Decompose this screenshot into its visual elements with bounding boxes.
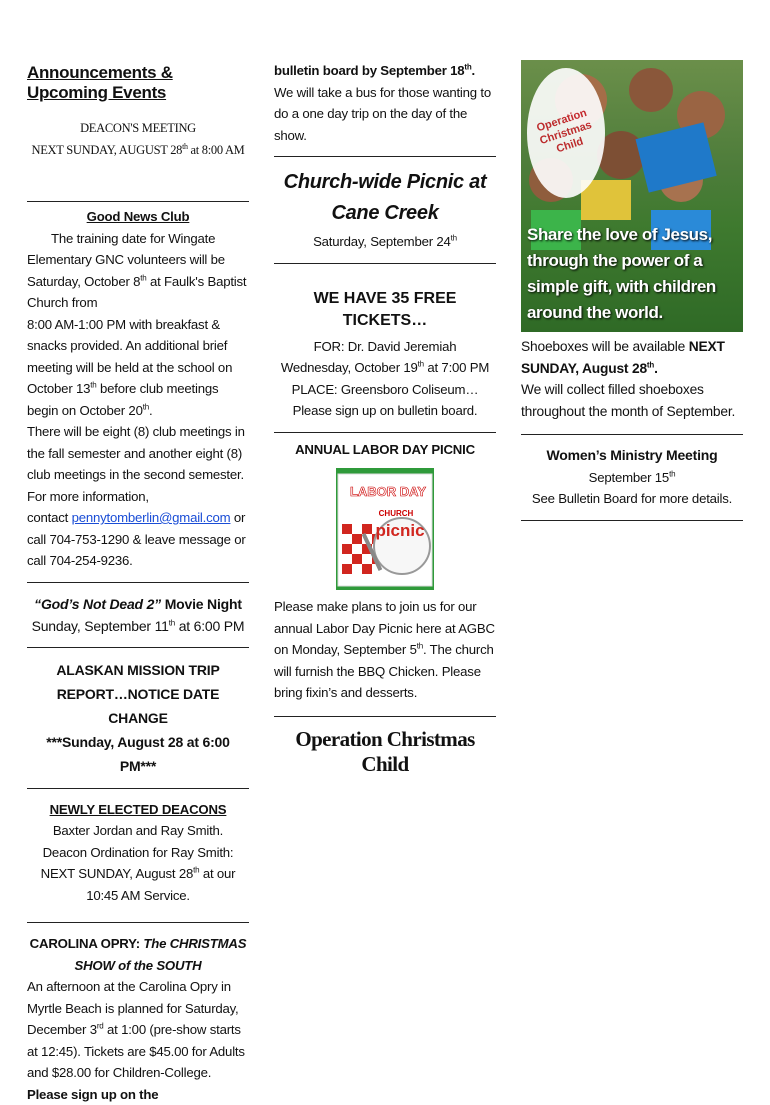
occ-title: Operation Christmas Child bbox=[295, 726, 475, 776]
divider bbox=[274, 432, 496, 433]
deacons-meeting bbox=[27, 117, 249, 161]
email-link[interactable]: pennytomberlin@gmail.com bbox=[71, 510, 231, 525]
good-news-p4: There will be eight (8) club meetings in the fall semester and another eight (8) club meetings in the second semester. bbox=[27, 424, 245, 482]
carolina-opry bbox=[27, 933, 249, 1105]
free-tickets bbox=[274, 288, 496, 422]
picnic-title: Church-wide Picnic at Cane Creek bbox=[283, 171, 487, 224]
labor-day-picnic-logo bbox=[336, 468, 434, 590]
alaskan-title: ALASKAN MISSION TRIP REPORT…NOTICE DATE CHANGE bbox=[56, 661, 220, 726]
newly-elected-deacons bbox=[27, 799, 249, 907]
divider bbox=[274, 263, 496, 264]
divider bbox=[521, 520, 743, 521]
good-news-p1: The training date for Wingate Elementary GNC volunteers will be Saturday, October 8th at Faulk's Baptist Church from bbox=[27, 230, 247, 310]
divider bbox=[274, 156, 496, 157]
logo-text-laborday: LABOR DAY bbox=[349, 484, 427, 499]
labor-day-text: Please make plans to join us for our annual Labor Day Picnic here at AGBC on Monday, September 5th. The church will furnish the BBQ Chicken. Please bring fixin’s and desserts. bbox=[274, 599, 495, 700]
alaskan-date: ***Sunday, August 28 at 6:00 PM*** bbox=[46, 733, 230, 774]
occ-logo-text: Operation Christmas Child bbox=[535, 106, 594, 155]
tickets-title: WE HAVE 35 FREE TICKETS… bbox=[313, 289, 457, 329]
good-news-p6: contact pennytomberlin@gmail.com or call 704-753-1290 & leave message or call 704-254-9236. bbox=[27, 510, 246, 568]
divider bbox=[27, 582, 249, 583]
deacons-l1: Baxter Jordan and Ray Smith. bbox=[52, 823, 224, 838]
bulletin-note: bulletin board by September 18th. We will take a bus for those wanting to do a one day trip on the day of the show. bbox=[274, 62, 491, 143]
divider bbox=[521, 434, 743, 435]
logo-text-church: CHURCH bbox=[378, 509, 414, 518]
shoebox-text-2: We will collect filled shoeboxes throughout the month of September. bbox=[521, 382, 736, 419]
womens-date: September 15th bbox=[588, 469, 676, 485]
labor-day-title: ANNUAL LABOR DAY PICNIC bbox=[295, 441, 475, 457]
good-news-p5: For more information, bbox=[27, 488, 149, 504]
tickets-when: Wednesday, October 19th at 7:00 PM bbox=[280, 359, 490, 375]
movie-title: “God’s Not Dead 2” Movie Night bbox=[34, 595, 242, 612]
divider bbox=[27, 201, 249, 202]
womens-ministry bbox=[521, 445, 743, 510]
opry-title: CAROLINA OPRY: The CHRISTMAS SHOW of the SOUTH bbox=[29, 936, 247, 973]
occ-logo bbox=[527, 68, 605, 198]
column-middle bbox=[274, 56, 496, 777]
movie-night bbox=[27, 593, 249, 637]
deacons-meeting-title: DEACON'S MEETING bbox=[80, 121, 196, 135]
movie-time: Sunday, September 11th at 6:00 PM bbox=[31, 617, 245, 634]
good-news-club bbox=[27, 206, 249, 572]
divider bbox=[27, 788, 249, 789]
opry-text: An afternoon at the Carolina Opry in Myrtle Beach is planned for Saturday, December 3rd at 1:00 (pre-show starts at 12:45). Tickets are $45.00 for Adults and $28.00 for Children-College. Please sign up on the bbox=[27, 979, 245, 1102]
deacons-title: NEWLY ELECTED DEACONS bbox=[49, 801, 227, 817]
divider bbox=[27, 922, 249, 923]
womens-note: See Bulletin Board for more details. bbox=[531, 491, 733, 506]
shoebox-text: Shoeboxes will be available NEXT SUNDAY, August 28th. bbox=[521, 339, 725, 376]
logo-text-picnic: picnic bbox=[375, 521, 425, 540]
deacons-l3: NEXT SUNDAY, August 28th at our 10:45 AM Service. bbox=[40, 865, 236, 903]
divider bbox=[27, 647, 249, 648]
womens-title: Women’s Ministry Meeting bbox=[546, 447, 718, 463]
church-picnic bbox=[274, 167, 496, 253]
tickets-place: PLACE: Greensboro Coliseum…Please sign up on bulletin board. bbox=[291, 381, 479, 418]
alaskan-notice bbox=[27, 658, 249, 778]
occ-caption: Share the love of Jesus, through the power of a simple gift, with children around the world. bbox=[527, 225, 716, 322]
occ-photo bbox=[521, 60, 743, 332]
column-right bbox=[521, 60, 743, 531]
announcements-heading: Announcements & Upcoming Events bbox=[27, 63, 173, 102]
deacons-l2: Deacon Ordination for Ray Smith: bbox=[42, 844, 234, 860]
good-news-p3: October 13th before club meetings begin on October 20th. bbox=[27, 380, 219, 418]
good-news-p2: 8:00 AM-1:00 PM with breakfast & snacks provided. An additional brief meeting will be held at the school on bbox=[27, 316, 233, 375]
column-left bbox=[27, 56, 249, 1105]
deacons-meeting-time: NEXT SUNDAY, AUGUST 28th at 8:00 AM bbox=[31, 141, 245, 157]
divider bbox=[274, 716, 496, 717]
picnic-date: Saturday, September 24th bbox=[313, 233, 457, 249]
tickets-for: FOR: Dr. David Jeremiah bbox=[313, 338, 457, 354]
good-news-title: Good News Club bbox=[86, 209, 190, 224]
